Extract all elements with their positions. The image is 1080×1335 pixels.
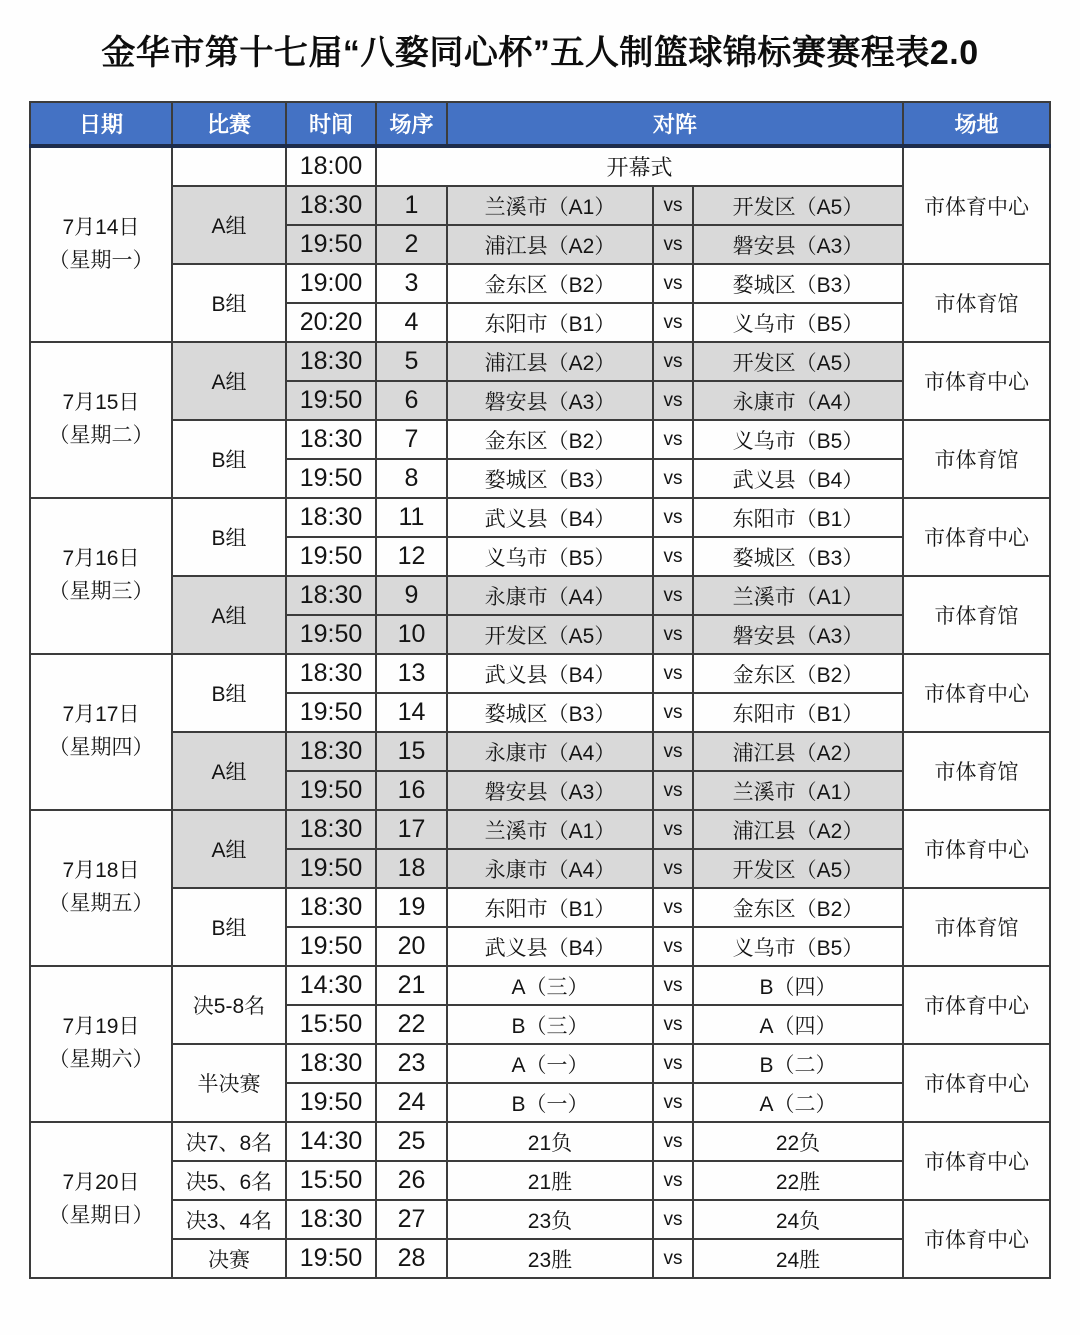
table-row <box>30 810 1050 849</box>
team2-cell: B（二） <box>693 1044 903 1083</box>
team2-cell: 磐安县（A3） <box>693 225 903 264</box>
group-cell: A组 <box>172 186 286 264</box>
group-cell: A组 <box>172 342 286 420</box>
date-line: 7月18日 <box>62 859 140 883</box>
time-cell: 18:30 <box>286 576 376 615</box>
vs-label: vs <box>653 1161 693 1200</box>
team2-cell: 22胜 <box>693 1161 903 1200</box>
match-number-cell: 12 <box>376 537 447 576</box>
match-number-cell: 2 <box>376 225 447 264</box>
match-number-cell: 9 <box>376 576 447 615</box>
date-line: 7月17日 <box>62 703 140 727</box>
match-number-cell: 27 <box>376 1200 447 1239</box>
team2-cell: 浦江县（A2） <box>693 810 903 849</box>
time-cell: 19:50 <box>286 771 376 810</box>
group-cell: B组 <box>172 498 286 576</box>
table-row <box>30 146 1050 186</box>
team2-cell: 磐安县（A3） <box>693 615 903 654</box>
team2-cell: 东阳市（B1） <box>693 498 903 537</box>
venue-cell: 市体育馆 <box>903 264 1050 342</box>
date-line: （星期一） <box>48 248 154 272</box>
header-row <box>30 102 1050 146</box>
team2-cell: 东阳市（B1） <box>693 693 903 732</box>
team2-cell: 24负 <box>693 1200 903 1239</box>
date-line: 7月16日 <box>62 547 140 571</box>
header-venue: 场地 <box>903 102 1050 146</box>
time-cell: 18:30 <box>286 1200 376 1239</box>
time-cell: 19:50 <box>286 693 376 732</box>
time-cell: 18:00 <box>286 146 376 186</box>
team1-cell: 永康市（A4） <box>447 849 653 888</box>
vs-label: vs <box>653 186 693 225</box>
team2-cell: 开发区（A5） <box>693 849 903 888</box>
venue-cell: 市体育中心 <box>903 654 1050 732</box>
date-cell <box>30 342 172 498</box>
time-cell: 14:30 <box>286 966 376 1005</box>
group-cell: 决5、6名 <box>172 1161 286 1200</box>
time-cell: 18:30 <box>286 186 376 225</box>
team2-cell: 武义县（B4） <box>693 459 903 498</box>
match-number-cell: 14 <box>376 693 447 732</box>
time-cell: 19:50 <box>286 615 376 654</box>
team1-cell: 金东区（B2） <box>447 264 653 303</box>
team2-cell: 婺城区（B3） <box>693 264 903 303</box>
vs-label: vs <box>653 771 693 810</box>
vs-label: vs <box>653 264 693 303</box>
team2-cell: 婺城区（B3） <box>693 537 903 576</box>
venue-cell: 市体育中心 <box>903 966 1050 1044</box>
team1-cell: 21胜 <box>447 1161 653 1200</box>
team2-cell: 金东区（B2） <box>693 888 903 927</box>
venue-cell: 市体育中心 <box>903 146 1050 264</box>
vs-label: vs <box>653 615 693 654</box>
match-number-cell: 21 <box>376 966 447 1005</box>
match-number-cell: 10 <box>376 615 447 654</box>
time-cell: 18:30 <box>286 810 376 849</box>
vs-label: vs <box>653 849 693 888</box>
time-cell: 18:30 <box>286 342 376 381</box>
team2-cell: 兰溪市（A1） <box>693 771 903 810</box>
schedule-table <box>29 101 1051 1279</box>
match-number-cell: 24 <box>376 1083 447 1122</box>
match-number-cell: 11 <box>376 498 447 537</box>
team2-cell: 开发区（A5） <box>693 342 903 381</box>
vs-label: vs <box>653 1005 693 1044</box>
venue-cell: 市体育中心 <box>903 1200 1050 1278</box>
group-cell <box>172 146 286 186</box>
header-time: 时间 <box>286 102 376 146</box>
team1-cell: 浦江县（A2） <box>447 342 653 381</box>
table-row <box>30 1122 1050 1161</box>
team1-cell: 磐安县（A3） <box>447 381 653 420</box>
vs-label: vs <box>653 810 693 849</box>
match-number-cell: 28 <box>376 1239 447 1278</box>
team1-cell: 金东区（B2） <box>447 420 653 459</box>
team1-cell: A（三） <box>447 966 653 1005</box>
match-number-cell: 25 <box>376 1122 447 1161</box>
vs-label: vs <box>653 342 693 381</box>
vs-label: vs <box>653 303 693 342</box>
team2-cell: A（四） <box>693 1005 903 1044</box>
team1-cell: 东阳市（B1） <box>447 303 653 342</box>
team1-cell: A（一） <box>447 1044 653 1083</box>
match-number-cell: 26 <box>376 1161 447 1200</box>
team2-cell: 浦江县（A2） <box>693 732 903 771</box>
vs-label: vs <box>653 693 693 732</box>
group-cell: A组 <box>172 810 286 888</box>
schedule-table-body <box>30 146 1050 1278</box>
group-cell: 决5-8名 <box>172 966 286 1044</box>
team1-cell: 武义县（B4） <box>447 498 653 537</box>
team1-cell: 23胜 <box>447 1239 653 1278</box>
group-cell: A组 <box>172 576 286 654</box>
group-cell: B组 <box>172 888 286 966</box>
match-number-cell: 6 <box>376 381 447 420</box>
match-number-cell: 19 <box>376 888 447 927</box>
team2-cell: 义乌市（B5） <box>693 303 903 342</box>
venue-cell: 市体育馆 <box>903 420 1050 498</box>
team1-cell: 婺城区（B3） <box>447 693 653 732</box>
match-number-cell: 18 <box>376 849 447 888</box>
date-line: （星期四） <box>48 736 154 759</box>
date-cell <box>30 654 172 810</box>
team1-cell: 武义县（B4） <box>447 927 653 966</box>
time-cell: 18:30 <box>286 654 376 693</box>
date-line: （星期二） <box>48 424 154 447</box>
team1-cell: 磐安县（A3） <box>447 771 653 810</box>
vs-label: vs <box>653 732 693 771</box>
vs-label: vs <box>653 225 693 264</box>
venue-cell: 市体育馆 <box>903 732 1050 810</box>
table-row <box>30 732 1050 771</box>
time-cell: 19:50 <box>286 225 376 264</box>
time-cell: 19:50 <box>286 459 376 498</box>
time-cell: 18:30 <box>286 498 376 537</box>
table-row <box>30 654 1050 693</box>
match-number-cell: 5 <box>376 342 447 381</box>
time-cell: 18:30 <box>286 888 376 927</box>
vs-label: vs <box>653 1200 693 1239</box>
vs-label: vs <box>653 498 693 537</box>
date-cell <box>30 966 172 1122</box>
date-cell <box>30 1122 172 1278</box>
team1-cell: 开发区（A5） <box>447 615 653 654</box>
team1-cell: B（一） <box>447 1083 653 1122</box>
vs-label: vs <box>653 459 693 498</box>
team2-cell: 22负 <box>693 1122 903 1161</box>
match-number-cell: 20 <box>376 927 447 966</box>
team1-cell: 永康市（A4） <box>447 732 653 771</box>
date-cell <box>30 146 172 342</box>
group-cell: B组 <box>172 654 286 732</box>
table-row <box>30 1161 1050 1200</box>
group-cell: 决3、4名 <box>172 1200 286 1239</box>
team1-cell: 23负 <box>447 1200 653 1239</box>
date-line: （星期日） <box>48 1204 154 1227</box>
vs-label: vs <box>653 576 693 615</box>
team2-cell: 义乌市（B5） <box>693 420 903 459</box>
team1-cell: 浦江县（A2） <box>447 225 653 264</box>
team2-cell: B（四） <box>693 966 903 1005</box>
time-cell: 19:50 <box>286 849 376 888</box>
time-cell: 14:30 <box>286 1122 376 1161</box>
table-row <box>30 1200 1050 1239</box>
venue-cell: 市体育馆 <box>903 576 1050 654</box>
table-row <box>30 1239 1050 1278</box>
date-line: 7月20日 <box>62 1171 140 1195</box>
group-cell: 半决赛 <box>172 1044 286 1122</box>
team2-cell: 义乌市（B5） <box>693 927 903 966</box>
group-cell: 决赛 <box>172 1239 286 1278</box>
team1-cell: 武义县（B4） <box>447 654 653 693</box>
vs-label: vs <box>653 888 693 927</box>
match-number-cell: 23 <box>376 1044 447 1083</box>
group-cell: B组 <box>172 264 286 342</box>
time-cell: 19:50 <box>286 537 376 576</box>
match-number-cell: 22 <box>376 1005 447 1044</box>
match-number-cell: 17 <box>376 810 447 849</box>
venue-cell: 市体育中心 <box>903 810 1050 888</box>
time-cell: 18:30 <box>286 732 376 771</box>
team1-cell: 兰溪市（A1） <box>447 186 653 225</box>
table-row <box>30 186 1050 225</box>
venue-cell: 市体育中心 <box>903 342 1050 420</box>
date-cell <box>30 810 172 966</box>
date-cell <box>30 498 172 654</box>
time-cell: 19:50 <box>286 1083 376 1122</box>
header-match: 比赛 <box>172 102 286 146</box>
venue-cell: 市体育中心 <box>903 1044 1050 1122</box>
match-number-cell: 1 <box>376 186 447 225</box>
group-cell: A组 <box>172 732 286 810</box>
time-cell: 15:50 <box>286 1005 376 1044</box>
table-row <box>30 264 1050 303</box>
date-line: 7月19日 <box>62 1015 140 1039</box>
match-number-cell: 13 <box>376 654 447 693</box>
date-line: （星期六） <box>48 1048 154 1071</box>
team2-cell: 金东区（B2） <box>693 654 903 693</box>
time-cell: 19:50 <box>286 927 376 966</box>
time-cell: 18:30 <box>286 420 376 459</box>
time-cell: 18:30 <box>286 1044 376 1083</box>
date-line: 7月14日 <box>62 215 140 239</box>
team1-cell: 婺城区（B3） <box>447 459 653 498</box>
vs-label: vs <box>653 1122 693 1161</box>
vs-label: vs <box>653 1083 693 1122</box>
date-line: 7月15日 <box>62 391 140 415</box>
table-header <box>30 102 1050 146</box>
table-row <box>30 420 1050 459</box>
team2-cell: 开发区（A5） <box>693 186 903 225</box>
table-row <box>30 576 1050 615</box>
team1-cell: 义乌市（B5） <box>447 537 653 576</box>
date-line: （星期五） <box>48 892 154 915</box>
time-cell: 15:50 <box>286 1161 376 1200</box>
team1-cell: 永康市（A4） <box>447 576 653 615</box>
group-cell: 决7、8名 <box>172 1122 286 1161</box>
team2-cell: 永康市（A4） <box>693 381 903 420</box>
table-row <box>30 342 1050 381</box>
header-date: 日期 <box>30 102 172 146</box>
team2-cell: 24胜 <box>693 1239 903 1278</box>
match-number-cell: 8 <box>376 459 447 498</box>
team2-cell: 兰溪市（A1） <box>693 576 903 615</box>
header-order: 场序 <box>376 102 447 146</box>
venue-cell: 市体育馆 <box>903 888 1050 966</box>
venue-cell: 市体育中心 <box>903 1122 1050 1200</box>
match-number-cell: 3 <box>376 264 447 303</box>
time-cell: 19:50 <box>286 1239 376 1278</box>
vs-label: vs <box>653 1239 693 1278</box>
table-row <box>30 498 1050 537</box>
time-cell: 19:50 <box>286 381 376 420</box>
vs-label: vs <box>653 420 693 459</box>
venue-cell: 市体育中心 <box>903 498 1050 576</box>
opening-ceremony-cell: 开幕式 <box>376 146 903 186</box>
table-row <box>30 1044 1050 1083</box>
match-number-cell: 4 <box>376 303 447 342</box>
header-matchup: 对阵 <box>447 102 903 146</box>
time-cell: 20:20 <box>286 303 376 342</box>
match-number-cell: 15 <box>376 732 447 771</box>
match-number-cell: 16 <box>376 771 447 810</box>
vs-label: vs <box>653 654 693 693</box>
match-number-cell: 7 <box>376 420 447 459</box>
vs-label: vs <box>653 537 693 576</box>
date-line: （星期三） <box>48 580 154 603</box>
vs-label: vs <box>653 927 693 966</box>
team1-cell: 21负 <box>447 1122 653 1161</box>
table-row <box>30 888 1050 927</box>
team1-cell: 兰溪市（A1） <box>447 810 653 849</box>
team2-cell: A（二） <box>693 1083 903 1122</box>
page-title: 金华市第十七届“八婺同心杯”五人制篮球锦标赛赛程表2.0 <box>101 34 979 72</box>
time-cell: 19:00 <box>286 264 376 303</box>
vs-label: vs <box>653 966 693 1005</box>
team1-cell: B（三） <box>447 1005 653 1044</box>
group-cell: B组 <box>172 420 286 498</box>
vs-label: vs <box>653 381 693 420</box>
table-row <box>30 966 1050 1005</box>
team1-cell: 东阳市（B1） <box>447 888 653 927</box>
vs-label: vs <box>653 1044 693 1083</box>
